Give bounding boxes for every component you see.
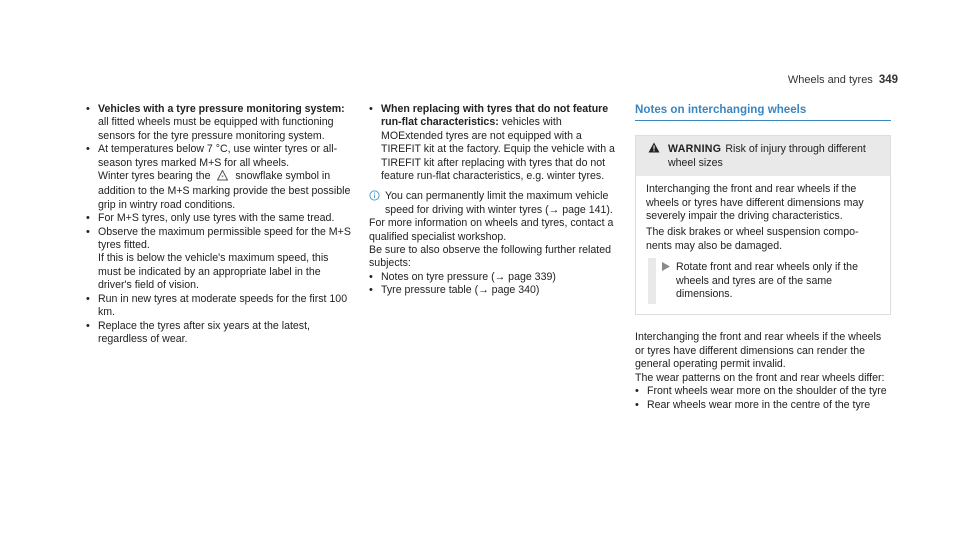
paragraph: Interchanging the front and rear wheels if the wheels or tyres have different dimensions can render the general operating permit invalid. [635,331,882,371]
warning-box [635,135,891,315]
warning-heading-text: Risk of injury through different wheel sizes [668,143,866,169]
list-item-text: • At temperatures below 7 °C, use winter tyres or all-season tyres marked M+S for all wheels. [98,143,338,169]
after-warning [635,331,891,411]
related-link[interactable]: • Notes on tyre pressure (→ page 339) [369,271,615,284]
action-bar [648,258,656,304]
list-item [369,103,615,183]
list-item-continuation [98,170,354,212]
column-middle [369,103,615,298]
info-note [369,190,615,217]
list-item-text: all fitted wheels must be equipped with functioning sensors for the tyre pressure monitoring system. [98,116,334,142]
warning-label: WARNING [668,143,722,156]
list-item [86,143,354,212]
continuation-text: Winter tyres bearing the [98,170,211,183]
list-item: • Front wheels wear more on the shoulder of the tyre [635,385,891,398]
paragraph: For more information on wheels and tyres, contact a qualified specialist workshop. [369,217,614,243]
list-item [86,212,354,225]
paragraph: The wear patterns on the front and rear wheels differ: [635,371,885,384]
section-title: Notes on interchanging wheels [635,103,891,121]
list-item-bold: When replacing with tyres that do not feature run-flat characteristics: [381,103,609,129]
list-item-bold: Vehicles with a tyre pressure monitoring system: [98,103,345,115]
list-item-continuation: If this is below the vehicle's maximum speed, this must be indicated by an appropriate label in the driver's field of vision. [98,252,329,292]
list-item: • Rear wheels wear more in the centre of the tyre [635,399,891,412]
list-item [86,103,354,143]
list-item-text: Run in new tyres at moderate speeds for the first 100 km. [98,292,348,319]
list-item [86,293,354,320]
paragraph: Be sure to also observe the following further related subjects: [369,244,612,270]
bullet-list [635,385,891,412]
warning-triangle-icon [648,142,660,156]
list-item [86,226,354,293]
continuation-text: snowflake symbol in addition to the M+S marking provide the best possible grip in wintry road conditions. [98,170,351,211]
list-item-text: • Observe the maximum permissible speed for the M+S tyres fitted. [98,225,351,252]
list-item-text: Replace the tyres after six years at the latest, regardless of wear. [98,319,310,345]
bullet-list [86,103,354,346]
warning-body [636,176,890,314]
list-item-text: For M+S tyres, only use tyres with the same tread. [98,212,335,225]
warning-paragraph: The disk brakes or wheel suspension components may also be damaged. [646,226,859,252]
bullet-list [369,103,615,183]
svg-text:*: * [221,175,225,182]
list-item-text: vehicles with MOExtended tyres are not equipped with a TIREFIT kit at the factory. Equip the vehicle with a TIREFIT kit after replacing with tyres that do not feature run-flat characteristics, e.g. winter tyres. [381,116,615,183]
page-header [788,74,898,87]
column-right [635,103,891,412]
warning-header [636,136,890,176]
info-note-text: You can permanently limit the maximum vehicle speed for driving with winter tyres (→ page 141). [385,190,613,216]
info-icon [369,190,380,205]
column-left [86,103,354,346]
list-item [86,320,354,347]
warning-paragraph: Interchanging the front and rear wheels if the wheels or tyres have different dimensions may severely impair the driving characteristics. [646,183,864,223]
header-title: Wheels and tyres [787,74,873,86]
action-triangle-icon [662,262,670,275]
action-text: Rotate front and rear wheels only if the wheels and tyres are of the same dimensions. [676,261,858,301]
related-link[interactable]: • Tyre pressure table (→ page 340) [369,284,615,297]
snowflake-mountain-icon [217,170,228,185]
action-step [648,261,880,301]
related-links-list [369,271,615,298]
page-number: 349 [878,74,898,86]
